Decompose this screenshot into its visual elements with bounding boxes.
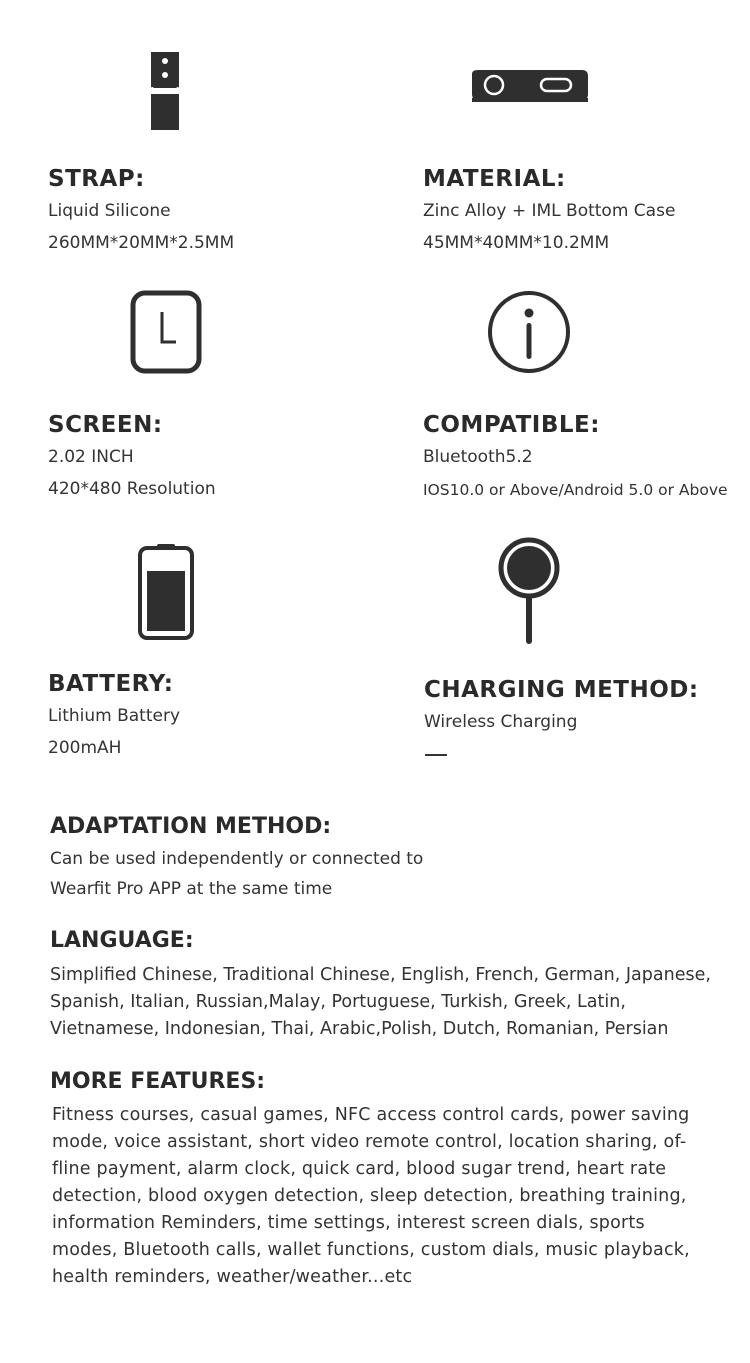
material-title: MATERIAL: [423, 166, 566, 192]
language-line: Spanish, Italian, Russian,Malay, Portuguese, Turkish, Greek, Latin, [50, 992, 626, 1012]
screen-size: 2.02 INCH [48, 447, 134, 467]
features-line: detection, blood oxygen detection, sleep detection, breathing training, [52, 1186, 687, 1206]
compatible-bluetooth: Bluetooth5.2 [423, 447, 533, 467]
features-line: fline payment, alarm clock, quick card, blood sugar trend, heart rate [52, 1159, 667, 1179]
compatible-title: COMPATIBLE: [423, 412, 600, 438]
material-size: 45MM*40MM*10.2MM [423, 233, 610, 253]
watch-screen-icon [130, 290, 202, 374]
strap-size: 260MM*20MM*2.5MM [48, 233, 235, 253]
language-title: LANGUAGE: [50, 928, 194, 953]
charging-dash [425, 754, 447, 756]
features-line: mode, voice assistant, short video remote control, location sharing, of- [52, 1132, 687, 1152]
battery-capacity: 200mAH [48, 738, 122, 758]
language-text [50, 962, 711, 1043]
wireless-charger-icon [497, 536, 561, 646]
features-line: modes, Bluetooth calls, wallet functions, custom dials, music playback, [52, 1240, 690, 1260]
material-value: Zinc Alloy + IML Bottom Case [423, 201, 676, 221]
strap-material: Liquid Silicone [48, 201, 171, 221]
adaptation-title: ADAPTATION METHOD: [50, 814, 332, 839]
screen-title: SCREEN: [48, 412, 163, 438]
charging-title: CHARGING METHOD: [424, 677, 699, 703]
charging-method: Wireless Charging [424, 712, 578, 732]
language-line: Vietnamese, Indonesian, Thai, Arabic,Polish, Dutch, Romanian, Persian [50, 1019, 669, 1039]
screen-resolution: 420*480 Resolution [48, 479, 216, 499]
compatible-os: IOS10.0 or Above/Android 5.0 or Above [423, 481, 728, 499]
adaptation-line: Can be used independently or connected to [50, 849, 424, 869]
features-text [52, 1102, 690, 1291]
features-line: health reminders, weather/weather...etc [52, 1267, 413, 1287]
watch-case-icon [468, 68, 592, 104]
adaptation-line: Wearfit Pro APP at the same time [50, 879, 333, 899]
features-title: MORE FEATURES: [50, 1069, 266, 1094]
battery-icon [137, 543, 195, 641]
adaptation-text [50, 844, 423, 904]
battery-type: Lithium Battery [48, 706, 181, 726]
strap-title: STRAP: [48, 166, 145, 192]
watch-strap-icon [148, 50, 182, 132]
info-icon [486, 289, 572, 375]
battery-title: BATTERY: [48, 671, 174, 697]
features-line: information Reminders, time settings, interest screen dials, sports [52, 1213, 645, 1233]
features-line: Fitness courses, casual games, NFC access control cards, power saving [52, 1105, 690, 1125]
language-line: Simplified Chinese, Traditional Chinese, English, French, German, Japanese, [50, 965, 711, 985]
